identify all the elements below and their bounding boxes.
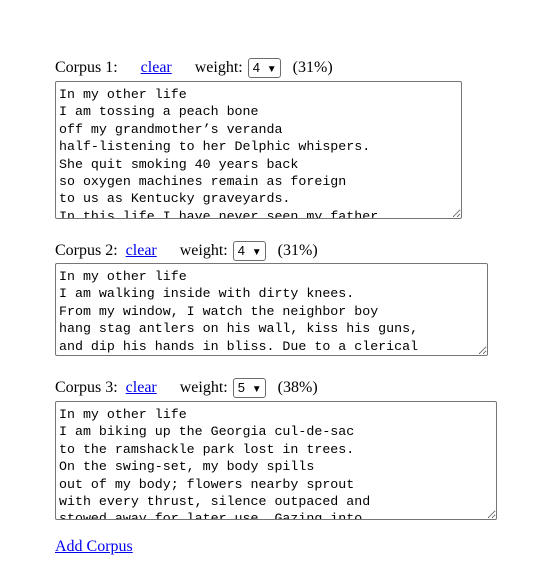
corpus-2-header-row	[55, 241, 318, 261]
corpus-2-label: Corpus 2:	[55, 242, 118, 259]
corpus-1-clear-link[interactable]: clear	[140, 59, 172, 76]
corpus-3-label: Corpus 3:	[55, 379, 118, 396]
corpus-3-weight-label: weight:	[179, 379, 228, 396]
corpus-1-weight-select[interactable]	[248, 58, 281, 78]
corpus-3-weight-select[interactable]	[233, 378, 266, 398]
corpus-1-weight-label: weight:	[194, 59, 243, 76]
corpus-2-clear-link[interactable]: clear	[125, 242, 157, 259]
corpus-1-textarea[interactable]	[55, 81, 462, 219]
corpus-3-percent: (38%)	[277, 379, 318, 396]
chevron-down-icon: ▼	[251, 384, 262, 395]
chevron-down-icon: ▼	[251, 247, 262, 258]
corpus-1-header-row	[55, 58, 333, 78]
corpus-2-weight-select[interactable]	[233, 241, 266, 261]
corpus-3-textarea[interactable]	[55, 401, 497, 520]
corpus-2-weight-label: weight:	[179, 242, 228, 259]
corpus-3-weight-value: 5	[237, 380, 245, 395]
chevron-down-icon: ▼	[266, 64, 277, 75]
corpus-1-weight-value: 4	[252, 60, 260, 75]
corpus-2-percent: (31%)	[277, 242, 318, 259]
corpus-3-clear-link[interactable]: clear	[125, 379, 157, 396]
add-corpus-link[interactable]: Add Corpus	[55, 538, 133, 555]
corpus-1-label: Corpus 1:	[55, 59, 118, 76]
corpus-3-header-row	[55, 378, 318, 398]
corpus-1-percent: (31%)	[292, 59, 333, 76]
corpus-2-weight-value: 4	[237, 243, 245, 258]
corpus-2-textarea[interactable]	[55, 263, 488, 356]
